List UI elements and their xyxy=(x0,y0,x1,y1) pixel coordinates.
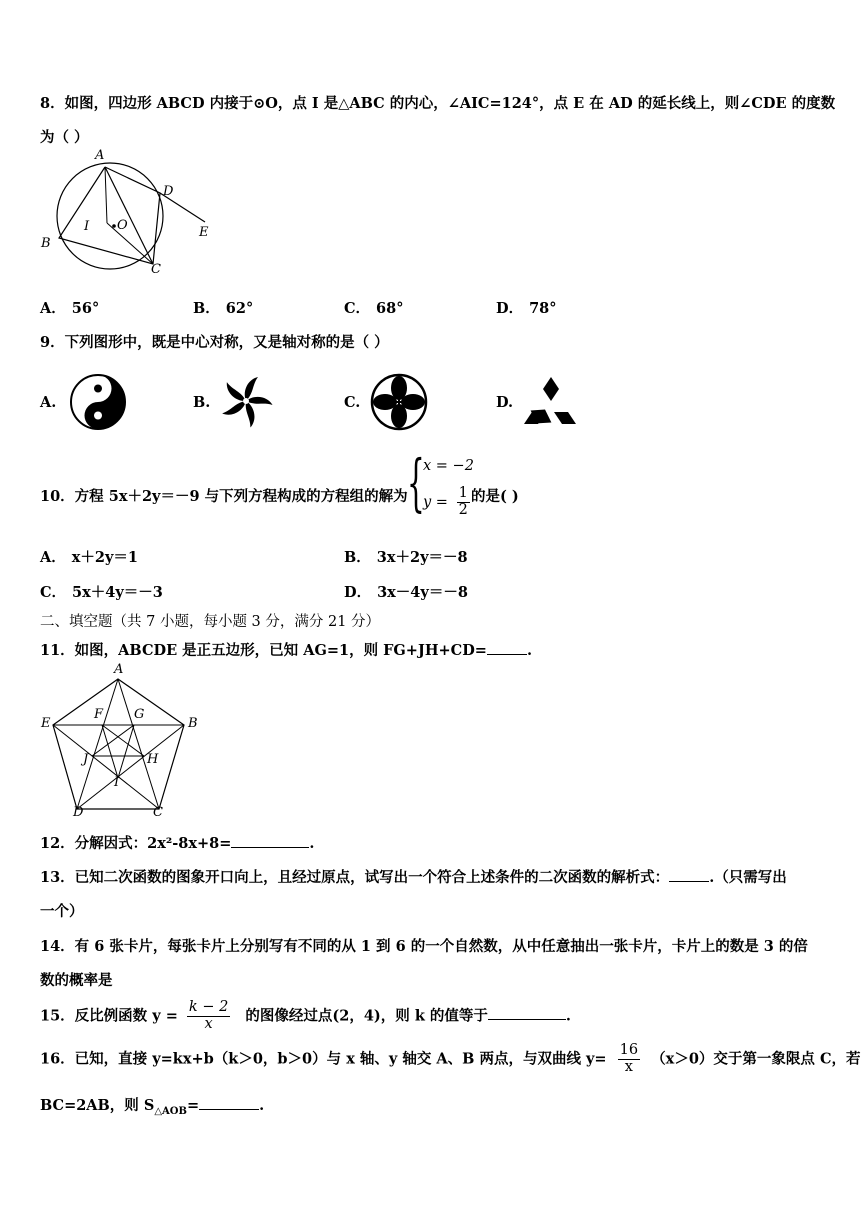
q10-system-brace: { xyxy=(407,446,425,519)
q16-answer-blank[interactable] xyxy=(199,1097,259,1110)
q10-option-c[interactable]: C． 5x＋4y＝－3 xyxy=(40,584,163,601)
q11-label-E: E xyxy=(41,716,51,731)
q8-label-E: E xyxy=(199,225,209,240)
q16-stem-cont: BC=2AB，则 $S_{\triangle AOB}=$ . xyxy=(40,1097,265,1117)
q10-option-b[interactable]: B． 3x＋2y＝－8 xyxy=(344,549,468,566)
q14-stem-cont: 数的概率是 xyxy=(40,972,113,989)
q9-stem: 9．下列图形中，既是中心对称，又是轴对称的是（ ） xyxy=(40,334,389,351)
pentagon-figure xyxy=(45,670,205,820)
q9-option-d-label[interactable]: D. xyxy=(496,394,514,411)
q13-answer-blank[interactable] xyxy=(669,869,709,882)
q10-system-y: y = $\frac{1}{2}$ xyxy=(423,485,468,518)
q10-stem: 10．方程 5x＋2y＝－9 与下列方程构成的方程组的解为 xyxy=(40,488,408,505)
three-diamonds-icon xyxy=(522,374,582,428)
q11-stem: 11．如图，ABCDE 是正五边形，已知 AG=1，则 FG+JH+CD= . xyxy=(40,642,532,659)
q10-option-a[interactable]: A． x＋2y＝1 xyxy=(40,549,139,566)
q11-label-J: J xyxy=(83,752,89,767)
four-petal-circle-icon xyxy=(369,372,429,432)
q8-label-B: B xyxy=(41,236,51,251)
q8-label-C: C xyxy=(151,262,161,277)
q13-stem: 13．已知二次函数的图象开口向上，且经过原点，试写出一个符合上述条件的二次函数的解析式： .（只需写出 xyxy=(40,869,787,886)
q9-option-b-label[interactable]: B. xyxy=(193,394,211,411)
q11-label-G: G xyxy=(134,707,145,722)
q11-label-B: B xyxy=(188,716,198,731)
q12-stem: 12．分解因式：2x²-8x+8= . xyxy=(40,835,315,852)
q8-stem-cont: 为（ ） xyxy=(40,129,89,146)
q11-answer-blank[interactable] xyxy=(487,642,527,655)
q15-answer-blank[interactable] xyxy=(488,1007,566,1020)
q10-option-d[interactable]: D． 3x－4y＝－8 xyxy=(344,584,468,601)
q11-label-D: D xyxy=(73,805,84,820)
q8-circle-figure xyxy=(40,150,220,280)
q8-stem: 8．如图，四边形 ABCD 内接于⊙O，点 I 是△ABC 的内心，∠AIC=124°，点 E 在 AD 的延长线上，则∠CDE 的度数 xyxy=(40,95,836,112)
q8-option-d[interactable]: D． 78° xyxy=(496,300,557,317)
q8-option-b[interactable]: B． 62° xyxy=(193,300,254,317)
q8-label-A: A xyxy=(95,148,105,163)
q10-system-x: x = −2 xyxy=(423,458,474,474)
q11-label-F: F xyxy=(94,707,104,722)
q9-option-a-label[interactable]: A. xyxy=(40,394,57,411)
q11-label-A: A xyxy=(114,662,124,677)
q8-label-I: I xyxy=(84,219,90,234)
q11-label-C: C xyxy=(153,805,163,820)
q11-label-I: I xyxy=(114,775,120,790)
q8-option-a[interactable]: A． 56° xyxy=(40,300,100,317)
q8-option-c[interactable]: C． 68° xyxy=(344,300,404,317)
yin-yang-icon xyxy=(68,372,128,432)
q8-label-D: D xyxy=(163,184,174,199)
q12-answer-blank[interactable] xyxy=(231,835,309,848)
section-heading: 二、填空题（共 7 小题，每小题 3 分，满分 21 分） xyxy=(40,614,381,630)
q14-stem: 14．有 6 张卡片，每张卡片上分别写有不同的从 1 到 6 的一个自然数，从中任意抽出一张卡片，卡片上的数是 3 的倍 xyxy=(40,938,808,955)
q10-stem-tail: 的是( ) xyxy=(471,488,519,505)
q13-stem-cont: 一个） xyxy=(40,903,84,920)
q11-label-H: H xyxy=(147,752,159,767)
q8-label-O: O xyxy=(117,218,128,233)
q15-stem: 15．反比例函数 y = $\frac{k - 2}{x}$ 的图像经过点(2，4)，则 k 的值等于 . xyxy=(40,999,571,1032)
pinwheel-icon xyxy=(215,370,277,432)
q16-stem: 16．已知，直接 y=kx+b（k＞0，b＞0）与 x 轴、y 轴交 A、B 两点，与双曲线 y= $\frac{16}{x}$ （x＞0）交于第一象限点 C，若 xyxy=(40,1042,861,1075)
q9-option-c-label[interactable]: C. xyxy=(344,394,361,411)
